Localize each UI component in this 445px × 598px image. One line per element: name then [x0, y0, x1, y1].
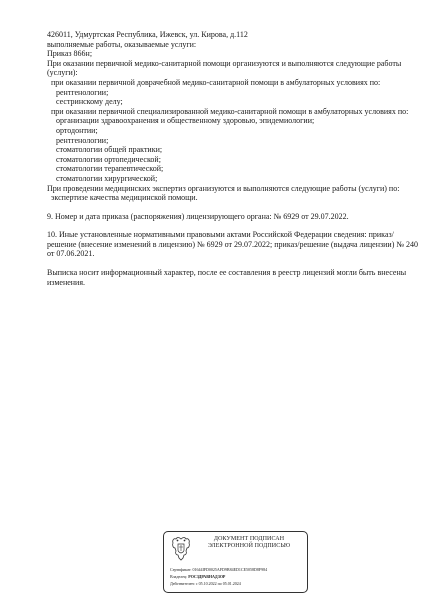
primary-predoctor-item: рентгенологии;: [56, 87, 109, 97]
item-10: 10. Иные установленные нормативными правовыми актами Российской Федерации сведения: приказ/решение (внесение изменений в лицензию) № 6929 от 29.07.2022; приказ/решение (выдача лицензии) № 240 от 07.06.2021.: [47, 230, 419, 259]
primary-predoctor-item: сестринскому делу;: [56, 97, 123, 107]
certificate-value: 01644IFD0025AFD9B84ED1CE5058D8F984: [192, 567, 268, 572]
signature-title: ДОКУМЕНТ ПОДПИСАН ЭЛЕКТРОННОЙ ПОДПИСЬЮ: [207, 536, 291, 549]
address: 426011, Удмуртская Республика, Ижевск, ул. Кирова, д.112: [47, 30, 248, 39]
primary-specialized-item: стоматологии хирургической;: [56, 173, 158, 183]
disclaimer-note: Выписка носит информационный характер, после ее составления в реестр лицензий могли быть внесены изменения.: [47, 268, 407, 287]
primary-specialized-item: стоматологии терапевтической;: [56, 164, 164, 174]
validity-value: с 05.10.2022 по 05.01.2024: [195, 581, 241, 586]
primary-specialized-item: ортодонтии;: [56, 125, 98, 135]
certificate-label: Сертификат:: [170, 567, 192, 572]
primary-predoctor-lead: при оказании первичной доврачебной медико-санитарной помощи в амбулаторных условиях по:: [51, 77, 381, 87]
owner-label: Владелец:: [170, 574, 188, 579]
order-reference: Приказ 866н;: [47, 49, 93, 59]
validity-row: [170, 580, 267, 587]
expertise-lead: При проведении медицинских экспертиз организуются и выполняются следующие работы (услуги) по:: [47, 183, 400, 193]
coat-of-arms-icon: [171, 536, 191, 561]
extract-document: [47, 30, 419, 287]
certificate-row: [170, 566, 267, 573]
validity-label: Действителен:: [170, 581, 195, 586]
primary-specialized-item: стоматологии ортопедической;: [56, 154, 161, 164]
expertise-item: экспертизе качества медицинской помощи.: [51, 193, 198, 203]
primary-specialized-item: организации здравоохранения и общественному здоровью, эпидемиологии;: [56, 116, 315, 126]
owner-value: РОСЗДРАВНАДЗОР: [188, 574, 226, 579]
electronic-signature-stamp: [163, 531, 308, 593]
owner-row: [170, 573, 267, 580]
primary-specialized-lead: при оказании первичной специализированной медико-санитарной помощи в амбулаторных условиях по:: [51, 106, 409, 116]
primary-specialized-item: стоматологии общей практики;: [56, 145, 163, 155]
primary-specialized-item: рентгенологии;: [56, 135, 109, 145]
signature-details: [170, 566, 267, 587]
services-header: выполняемые работы, оказываемые услуги:: [47, 39, 197, 49]
item-9: 9. Номер и дата приказа (распоряжения) лицензирующего органа: № 6929 от 29.07.2022.: [47, 211, 349, 221]
primary-care-lead: При оказании первичной медико-санитарной помощи организуются и выполняются следующие работы (услуги):: [47, 58, 402, 78]
